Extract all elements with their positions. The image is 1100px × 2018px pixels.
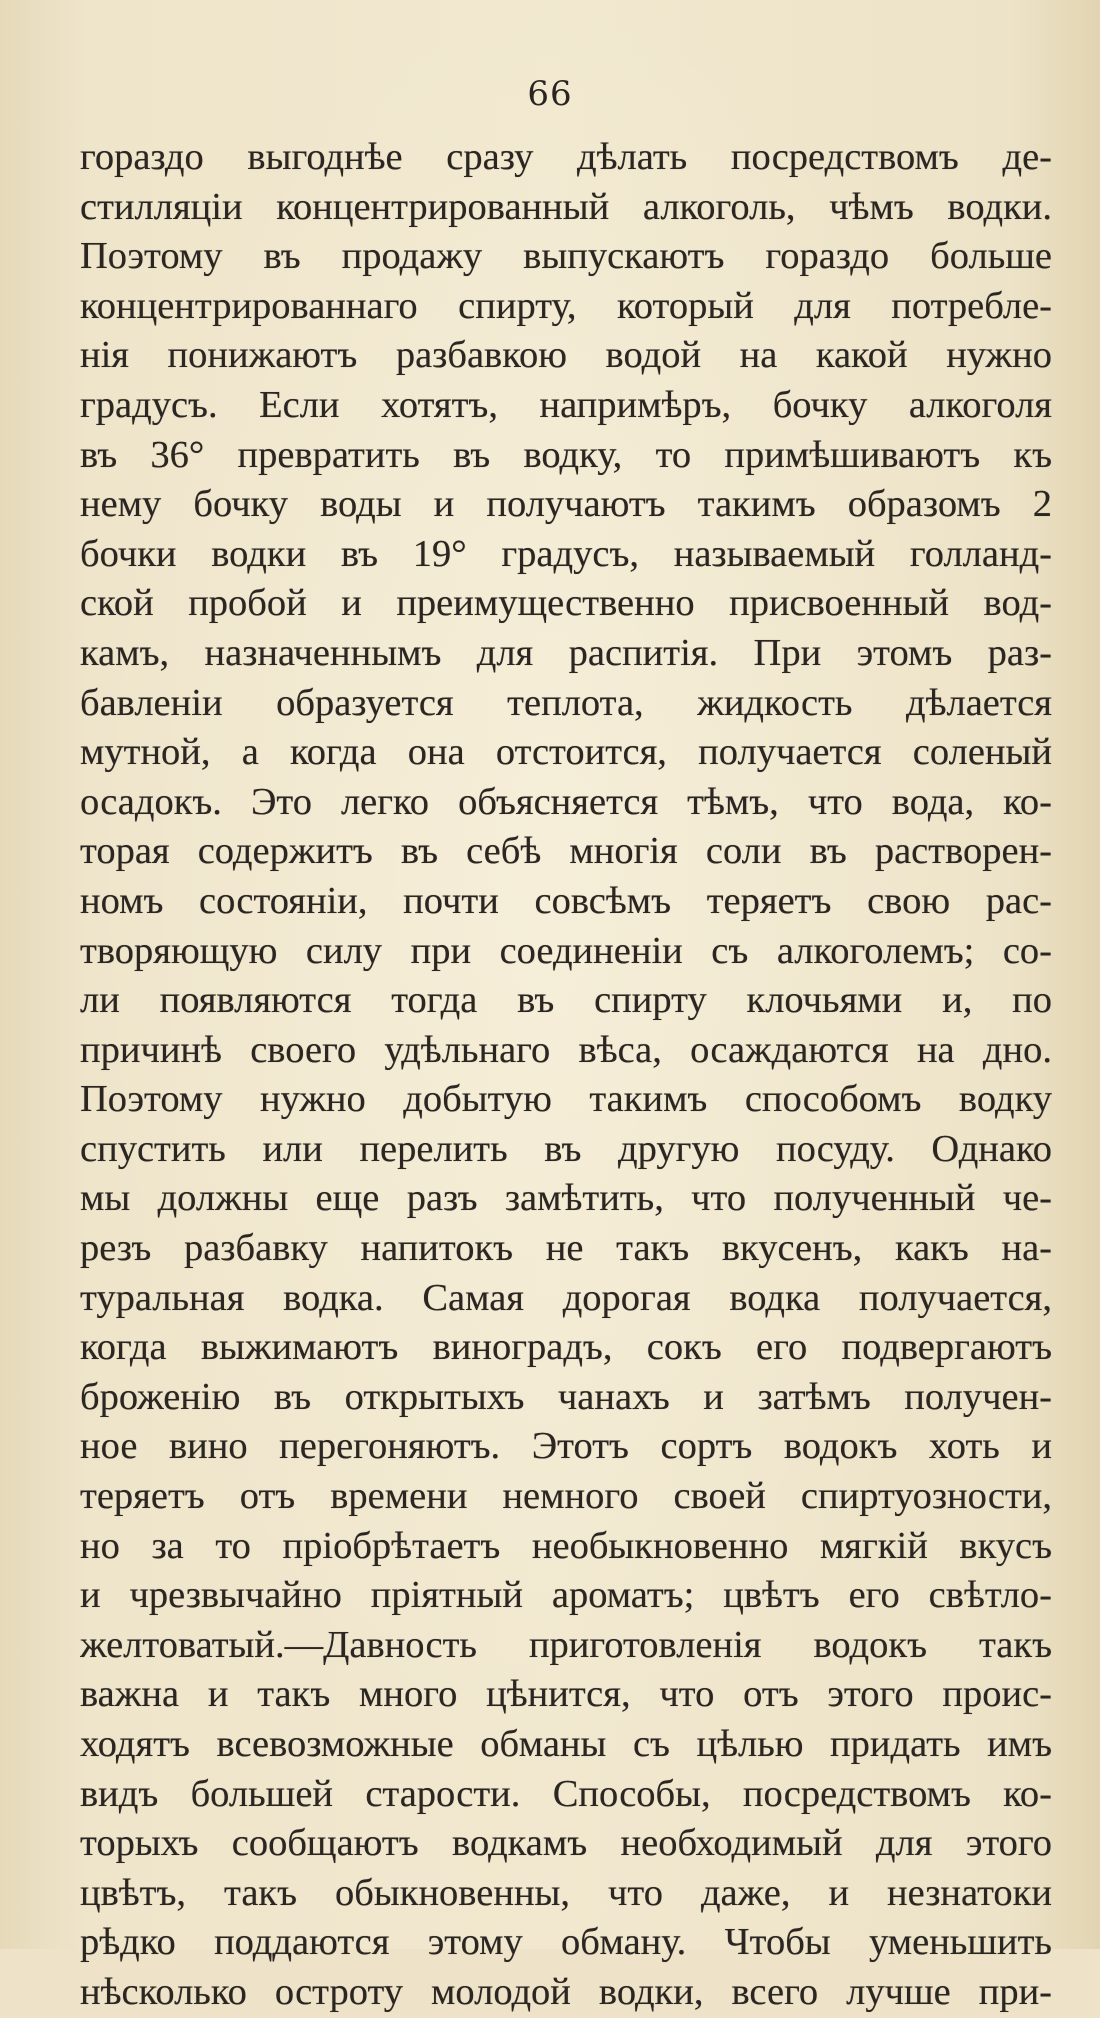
text-line-38: нѣсколько остроту молодой водки, всего лучше при- <box>80 1970 1052 2013</box>
text-line-12: бавленіи образуется теплота, жидкость дѣлается <box>80 681 1052 724</box>
text-line-29: но за то пріобрѣтаетъ необыкновенно мягкій вкусъ <box>80 1524 1052 1567</box>
text-line-18: ли появляются тогда въ спирту клочьями и, по <box>80 979 1052 1022</box>
text-line-13: мутной, а когда она отстоится, получается соленый <box>80 731 1052 774</box>
text-line-33: ходятъ всевозможные обманы съ цѣлью придать имъ <box>80 1723 1052 1765</box>
text-line-34: видъ большей старости. Способы, посредствомъ ко- <box>80 1772 1052 1815</box>
text-line-24: туральная водка. Самая дорогая водка получается, <box>80 1276 1052 1319</box>
text-line-4: концентрированнаго спирту, который для потребле- <box>80 284 1052 327</box>
text-line-25: когда выжимаютъ виноградъ, сокъ его подвергаютъ <box>80 1326 1052 1369</box>
text-line-20: Поэтому нужно добытую такимъ способомъ водку <box>80 1078 1052 1121</box>
text-line-1: гораздо выгоднѣе сразу дѣлать посредствомъ де- <box>80 136 1052 178</box>
text-line-7: въ 36° превратить въ водку, то примѣшиваютъ къ <box>80 433 1052 476</box>
text-line-35: торыхъ сообщаютъ водкамъ необходимый для этого <box>80 1822 1052 1865</box>
text-line-3: Поэтому въ продажу выпускаютъ гораздо больше <box>80 235 1052 278</box>
text-line-23: резъ разбавку напитокъ не такъ вкусенъ, какъ на- <box>80 1227 1052 1270</box>
text-line-22: мы должны еще разъ замѣтить, что полученный че- <box>80 1177 1052 1220</box>
text-line-32: важна и такъ много цѣнится, что отъ этого проис- <box>80 1673 1052 1716</box>
text-line-2: стилляціи концентрированный алкоголь, чѣмъ водки. <box>80 185 1052 228</box>
text-line-30: и чрезвычайно пріятный ароматъ; цвѣтъ его свѣтло- <box>80 1574 1052 1617</box>
text-line-19: причинѣ своего удѣльнаго вѣса, осаждаются на дно. <box>80 1028 1052 1071</box>
text-line-9: бочки водки въ 19° градусъ, называемый голланд- <box>80 532 1052 575</box>
text-line-21: спустить или перелить въ другую посуду. Однако <box>80 1127 1052 1170</box>
text-line-11: камъ, назначеннымъ для распитія. При этомъ раз- <box>80 631 1052 674</box>
text-line-14: осадокъ. Это легко объясняется тѣмъ, что вода, ко- <box>80 780 1052 823</box>
text-line-26: броженію въ открытыхъ чанахъ и затѣмъ получен- <box>80 1375 1052 1418</box>
text-line-28: теряетъ отъ времени немного своей спиртуозности, <box>80 1475 1052 1518</box>
text-line-17: творяющую силу при соединеніи съ алкоголемъ; со- <box>80 929 1052 972</box>
text-line-27: ное вино перегоняютъ. Этотъ сортъ водокъ хоть и <box>80 1425 1052 1468</box>
text-line-10: ской пробой и преимущественно присвоенный вод- <box>80 582 1052 625</box>
text-line-15: торая содержитъ въ себѣ многія соли въ растворен- <box>80 830 1052 873</box>
text-line-5: нія понижаютъ разбавкою водой на какой нужно <box>80 334 1052 377</box>
page-number: 66 <box>527 74 573 114</box>
text-line-36: цвѣтъ, такъ обыкновенны, что даже, и незнатоки <box>80 1871 1052 1914</box>
text-line-16: номъ состояніи, почти совсѣмъ теряетъ свою рас- <box>80 879 1052 922</box>
text-line-6: градусъ. Если хотятъ, напримѣръ, бочку алкоголя <box>80 383 1052 426</box>
body-text <box>80 133 1052 2018</box>
text-line-8: нему бочку воды и получаютъ такимъ образомъ 2 <box>80 483 1052 526</box>
text-line-37: рѣдко поддаются этому обману. Чтобы уменьшить <box>80 1921 1052 1964</box>
text-line-31: желтоватый.—Давность приготовленія водокъ такъ <box>80 1623 1052 1666</box>
